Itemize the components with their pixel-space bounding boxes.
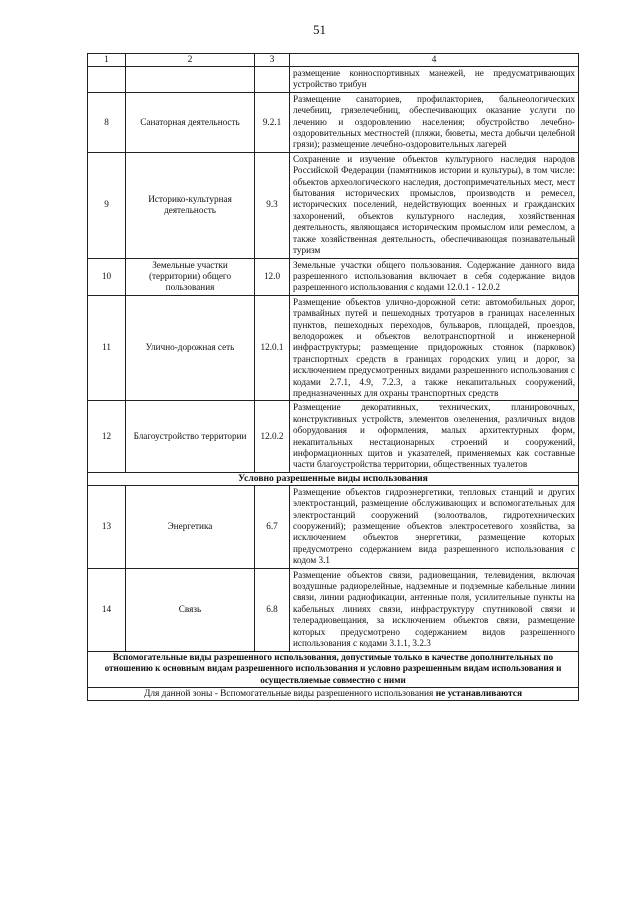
use-code-cell: 9.3 (255, 152, 290, 258)
use-name-cell: Земельные участки (территории) общего пользования (126, 258, 255, 295)
table-row (88, 258, 579, 295)
page-number: 51 (313, 22, 326, 37)
use-code-cell: 12.0 (255, 258, 290, 295)
table-row-continuation (88, 67, 579, 93)
section-title: Условно разрешенные виды использования (88, 472, 579, 485)
header-cell: 1 (88, 54, 126, 67)
row-number-cell: 8 (88, 92, 126, 152)
row-number-cell (88, 67, 126, 93)
use-description-cell: Размещение объектов связи, радиовещания, телевидения, включая воздушные радиорелейные, надземные и подземные кабельные линии связи, линии радиофикации, антенные поля, усилительные пункты на кабельных линиях связи, инфраструктуру спутниковой связи и телерадиовещания, за исключением объектов связи, размещение которых предусмотрено содержанием видов разрешенного использования с кодами 3.1.1, 3.2.3 (290, 568, 579, 651)
table-row (88, 152, 579, 258)
use-code-cell: 12.0.2 (255, 401, 290, 472)
row-number-cell: 12 (88, 401, 126, 472)
table-row (88, 295, 579, 401)
header-cell: 3 (255, 54, 290, 67)
header-cell: 4 (290, 54, 579, 67)
use-description-cell: Размещение объектов гидроэнергетики, тепловых станций и других электростанций, размещение обслуживающих и вспомогательных для электростанций сооружений (золоотвалов, гидротехнических сооружений); размещение объектов электросетевого хозяйства, за исключением объектов энергетики, размещение которых предусмотрено содержанием вида разрешенного использования с кодом 3.1 (290, 485, 579, 568)
final-note-prefix: Для данной зоны - Вспомогательные виды разрешенного использования (143, 688, 436, 699)
use-name-cell: Улично-дорожная сеть (126, 295, 255, 401)
use-description-cell: размещение конноспортивных манежей, не предусматривающих устройство трибун (290, 67, 579, 93)
use-name-cell: Санаторная деятельность (126, 92, 255, 152)
row-number-cell: 14 (88, 568, 126, 651)
row-number-cell: 13 (88, 485, 126, 568)
use-code-cell: 6.8 (255, 568, 290, 651)
use-code-cell (255, 67, 290, 93)
row-number-cell: 9 (88, 152, 126, 258)
section-heading-conditional (88, 472, 579, 485)
use-description-cell: Земельные участки общего пользования. Содержание данного вида разрешенного использования включает в себя содержание видов разрешенного использования с кодами 12.0.1 - 12.0.2 (290, 258, 579, 295)
final-note-emphasis: не устанавливаются (435, 688, 523, 699)
table-row (88, 485, 579, 568)
use-code-cell: 12.0.1 (255, 295, 290, 401)
use-description-cell: Сохранение и изучение объектов культурного наследия народов Российской Федерации (памятников истории и культуры), в том числе: объектов археологического наследия, достопримечательных мест, мест бытования исторических промыслов, производств и ремесел, исторических поселений, недействующих военных и гражданских захоронений, объектов культурного наследия, хозяйственная деятельность, являющаяся историческим промыслом или ремеслом, а также хозяйственная деятельность, обеспечивающая познавательный туризм (290, 152, 579, 258)
final-note (88, 687, 579, 700)
table-row (88, 568, 579, 651)
use-name-cell: Историко-культурная деятельность (126, 152, 255, 258)
table-row (88, 401, 579, 472)
final-note-row (88, 687, 579, 700)
use-code-cell: 6.7 (255, 485, 290, 568)
use-name-cell: Энергетика (126, 485, 255, 568)
use-description-cell: Размещение декоративных, технических, планировочных, конструктивных устройств, элементов озеленения, различных видов оборудования и оформления, малых архитектурных форм, некапитальных нестационарных строений и сооружений, информационных щитов и указателей, применяемых как составные части благоустройства территории, общественных туалетов (290, 401, 579, 472)
use-description-cell: Размещение объектов улично-дорожной сети: автомобильных дорог, трамвайных путей и пешеходных тротуаров в границах населенных пунктов, пешеходных переходов, бульваров, площадей, проездов, велодорожек и объектов велотранспортной и инженерной инфраструктуры; размещение придорожных стоянок (парковок) транспортных средств в границах городских улиц и дорог, за исключением предусмотренных видами разрешенного использования с кодами 2.7.1, 4.9, 7.2.3, а также некапитальных сооружений, предназначенных для охраны транспортных средств (290, 295, 579, 401)
use-code-cell: 9.2.1 (255, 92, 290, 152)
header-cell: 2 (126, 54, 255, 67)
table-row (88, 92, 579, 152)
table-header-row (88, 54, 579, 67)
use-description-cell: Размещение санаториев, профилакториев, бальнеологических лечебниц, грязелечебниц, обеспечивающих оказание услуги по лечению и оздоровлению населения; обустройство лечебно-оздоровительных местностей (пляжи, бюветы, места добычи целебной грязи); размещение лечебно-оздоровительных лагерей (290, 92, 579, 152)
use-name-cell (126, 67, 255, 93)
section-title: Вспомогательные виды разрешенного использования, допустимые только в качестве дополнительных по отношению к основным видам разрешенного использования и условно разрешенным видам использования и осуществляемые совместно с ними (88, 651, 579, 687)
use-name-cell: Связь (126, 568, 255, 651)
row-number-cell: 10 (88, 258, 126, 295)
use-name-cell: Благоустройство территории (126, 401, 255, 472)
row-number-cell: 11 (88, 295, 126, 401)
section-heading-auxiliary (88, 651, 579, 687)
land-use-table (87, 53, 579, 701)
